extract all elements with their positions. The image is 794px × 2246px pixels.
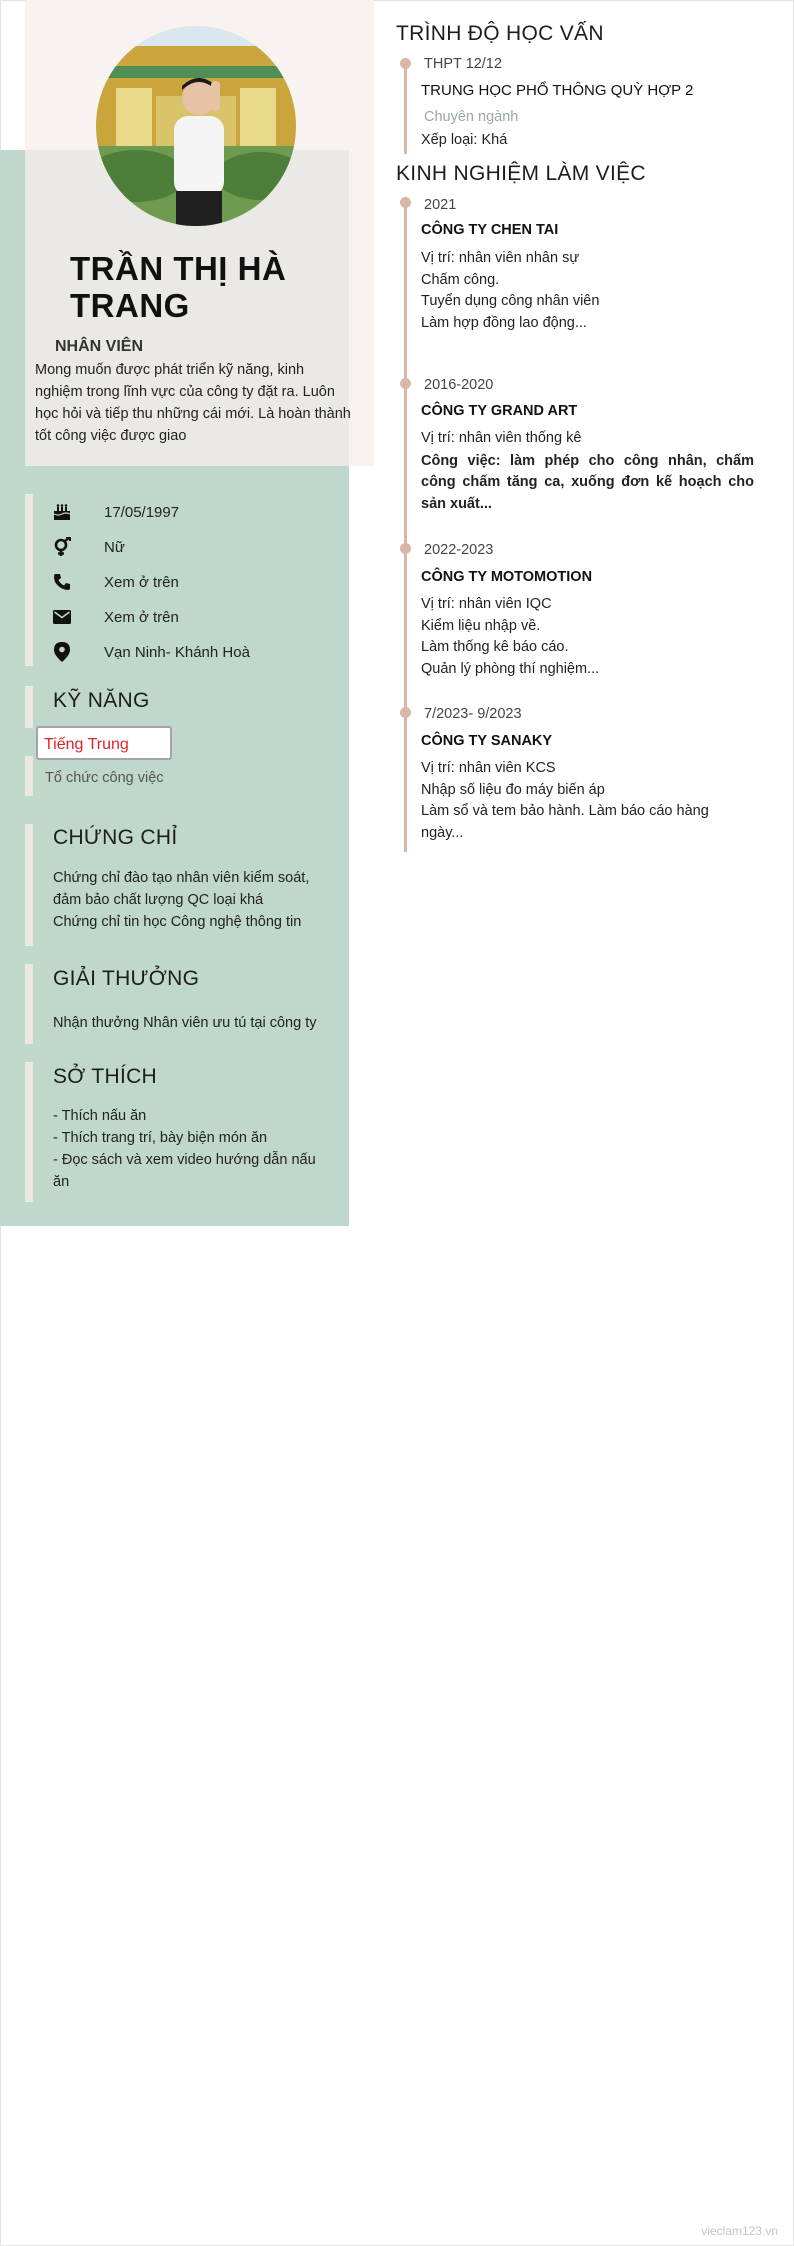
timeline-dot <box>400 543 411 554</box>
education-timeline <box>404 58 407 154</box>
gender-value: Nữ <box>104 538 125 556</box>
avatar <box>96 26 296 226</box>
section-accent-bar <box>25 964 33 1044</box>
job-period: 2016-2020 <box>424 377 494 393</box>
timeline-dot <box>400 58 411 69</box>
timeline-dot <box>400 378 411 389</box>
hobbies-section <box>25 1062 349 1202</box>
education-title: TRÌNH ĐỘ HỌC VẤN <box>396 22 604 45</box>
job-period: 7/2023- 9/2023 <box>424 706 522 722</box>
name-line-1: TRẦN THỊ HÀ <box>70 250 287 287</box>
hobby-line: ăn <box>53 1174 70 1190</box>
section-accent-bar <box>25 686 33 728</box>
career-objective: Mong muốn được phát triển kỹ năng, kinh nghiệm trong lĩnh vực của công ty đặt ra. Luôn học hỏi và tiếp thu những cái mới. Là hoàn thành tốt công việc được giao <box>35 362 351 444</box>
education-period: THPT 12/12 <box>424 56 502 72</box>
certificates-title: CHỨNG CHỈ <box>53 826 178 849</box>
job-company: CÔNG TY MOTOMOTION <box>421 569 593 585</box>
contact-address <box>51 640 250 664</box>
job-line: Vị trí: nhân viên KCS <box>421 760 556 776</box>
job-position: NHÂN VIÊN <box>55 338 144 355</box>
skills-section <box>25 686 349 796</box>
skill-item-organization: Tổ chức công việc <box>45 770 164 786</box>
job-company: CÔNG TY SANAKY <box>421 733 553 749</box>
contact-birthday <box>51 500 179 524</box>
email-icon <box>51 606 73 628</box>
section-accent-bar <box>25 756 33 796</box>
certificate-line: Chứng chỉ đào tạo nhân viên kiểm soát, <box>53 870 310 886</box>
birthday-value: 17/05/1997 <box>104 503 180 521</box>
skill-item-chinese[interactable]: Tiếng Trung <box>36 726 172 760</box>
job-company: CÔNG TY CHEN TAI <box>421 222 559 238</box>
contact-email <box>51 605 179 629</box>
education-grade: Xếp loại: Khá <box>421 132 508 148</box>
phone-icon <box>51 571 73 593</box>
award-line: Nhận thưởng Nhân viên ưu tú tại công ty <box>53 1015 317 1031</box>
contact-section <box>25 494 349 666</box>
job-line: Tuyển dụng công nhân viên <box>421 293 600 309</box>
gender-icon <box>51 536 73 558</box>
education-major: Chuyên ngành <box>424 109 519 125</box>
candidate-name <box>70 250 340 324</box>
hobby-line: - Thích nấu ăn <box>53 1108 147 1124</box>
hobby-line: - Thích trang trí, bày biện món ăn <box>53 1130 268 1146</box>
job-period: 2021 <box>424 197 457 213</box>
job-line: Nhập số liệu đo máy biến áp <box>421 781 605 798</box>
skills-title: KỸ NĂNG <box>53 689 150 712</box>
timeline-dot <box>400 197 411 208</box>
job-line: Chấm công. <box>421 271 500 288</box>
certificate-line: đảm bảo chất lượng QC loại khá <box>53 892 264 908</box>
location-pin-icon <box>51 641 73 663</box>
timeline-dot <box>400 707 411 718</box>
section-accent-bar <box>25 824 33 946</box>
phone-value: Xem ở trên <box>104 573 179 591</box>
job-description <box>421 248 754 334</box>
job-line: Làm sổ và tem bảo hành. Làm báo cáo hàng ngày... <box>421 803 709 841</box>
hobby-line: - Đọc sách và xem video hướng dẫn nấu <box>53 1152 316 1168</box>
certificate-line: Chứng chỉ tin học Công nghệ thông tin <box>53 914 302 930</box>
experience-timeline <box>404 197 407 852</box>
hobbies-title: SỞ THÍCH <box>53 1065 158 1088</box>
job-line: Kiểm liệu nhập về. <box>421 617 541 634</box>
experience-title: KINH NGHIỆM LÀM VIỆC <box>396 162 646 185</box>
watermark: vieclam123.vn <box>701 2224 778 2238</box>
job-description <box>421 758 754 844</box>
job-company: CÔNG TY GRAND ART <box>421 403 578 419</box>
birthday-cake-icon <box>51 501 73 523</box>
job-line: Vị trí: nhân viên IQC <box>421 596 552 612</box>
job-line: Quản lý phòng thí nghiệm... <box>421 660 600 677</box>
job-line: Vị trí: nhân viên thống kê <box>421 430 582 446</box>
school-name: TRUNG HỌC PHỔ THÔNG QUỲ HỢP 2 <box>421 82 694 99</box>
job-description <box>421 594 754 680</box>
contact-phone <box>51 570 179 594</box>
section-accent-bar <box>25 494 33 666</box>
job-line: Làm thống kê báo cáo. <box>421 639 569 655</box>
certificates-section <box>25 824 349 946</box>
job-period: 2022-2023 <box>424 542 494 558</box>
certificates-list <box>53 867 309 933</box>
section-accent-bar <box>25 1062 33 1202</box>
email-value: Xem ở trên <box>104 608 179 626</box>
name-line-2: TRANG <box>70 287 190 324</box>
address-value: Vạn Ninh- Khánh Hoà <box>104 643 250 661</box>
job-line: Làm hợp đồng lao động... <box>421 314 587 331</box>
job-line: Vị trí: nhân viên nhân sự <box>421 250 580 266</box>
awards-title: GIẢI THƯỞNG <box>53 967 200 990</box>
job-line: Công việc: làm phép cho công nhân, chấm công chấm tăng ca, xuống đơn kế hoạch cho sản xuất... <box>421 452 754 512</box>
job-description <box>421 428 754 515</box>
contact-gender <box>51 535 125 559</box>
hobbies-list <box>53 1105 316 1193</box>
awards-section <box>25 964 349 1044</box>
